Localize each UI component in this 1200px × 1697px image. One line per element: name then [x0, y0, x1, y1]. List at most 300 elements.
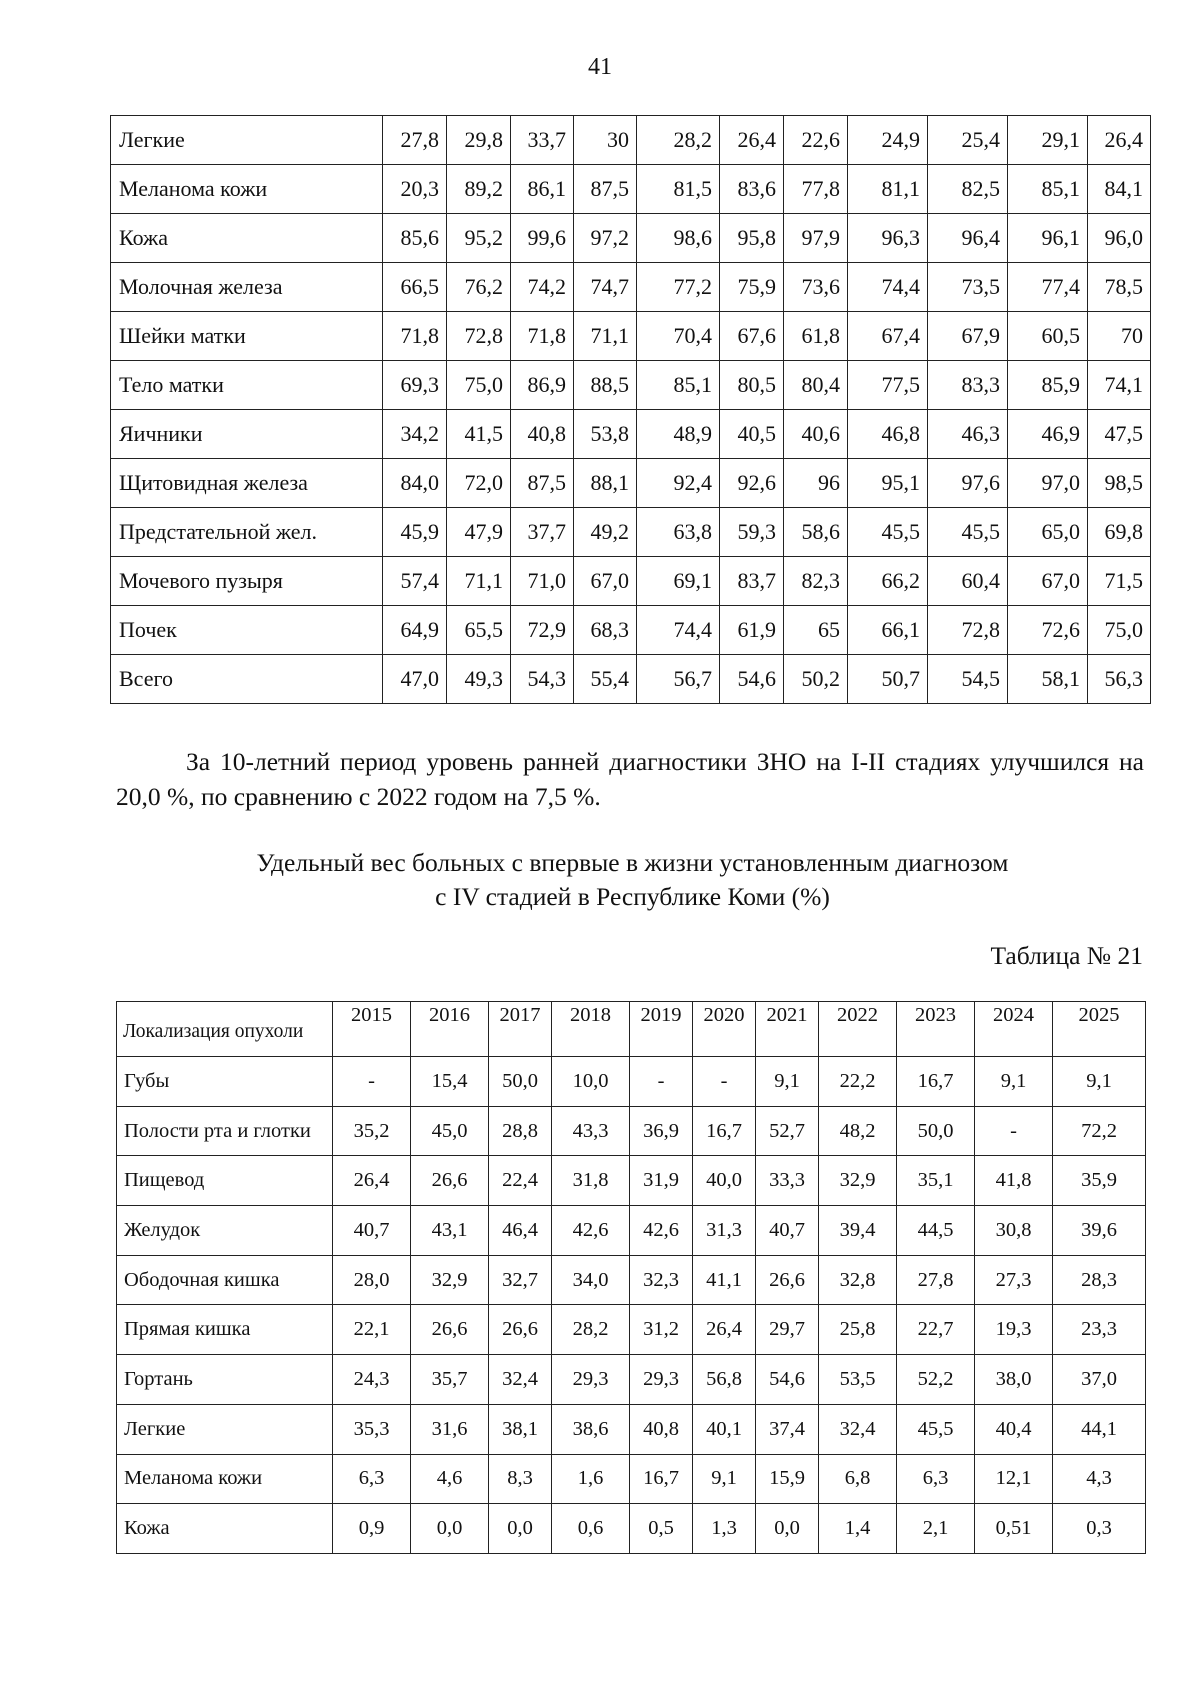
table-cell: 0,51 [975, 1504, 1053, 1554]
table-cell: 0,9 [333, 1504, 411, 1554]
table-cell: 54,5 [928, 655, 1008, 704]
table-cell: 52,2 [897, 1355, 975, 1405]
table-cell: 16,7 [897, 1057, 975, 1107]
table-cell: 9,1 [975, 1057, 1053, 1107]
table-21-header-row [117, 1002, 1146, 1057]
table-row [117, 1504, 1146, 1554]
table-cell: 0,5 [630, 1504, 693, 1554]
table-cell: 26,6 [756, 1255, 819, 1305]
table-cell: 4,3 [1053, 1454, 1146, 1504]
table-cell: 53,8 [574, 410, 637, 459]
table-cell: 74,2 [511, 263, 574, 312]
row-label: Меланома кожи [111, 165, 383, 214]
row-label: Пищевод [117, 1156, 333, 1206]
table-cell: 66,2 [848, 557, 928, 606]
year-header: 2015 [333, 1002, 411, 1057]
table-cell: 92,4 [637, 459, 720, 508]
table-cell: 29,8 [447, 116, 511, 165]
table-cell: 0,0 [756, 1504, 819, 1554]
table-cell: 40,1 [693, 1404, 756, 1454]
table-cell: 67,0 [1008, 557, 1088, 606]
table-cell: 81,1 [848, 165, 928, 214]
table-row [111, 312, 1151, 361]
table-row [117, 1057, 1146, 1107]
table-cell: 39,6 [1053, 1206, 1146, 1256]
table-cell: 56,8 [693, 1355, 756, 1405]
table-cell: 77,8 [784, 165, 848, 214]
table-cell: 84,1 [1088, 165, 1151, 214]
table-cell: 32,8 [819, 1255, 897, 1305]
table-row [117, 1454, 1146, 1504]
table-row [117, 1255, 1146, 1305]
table-cell: 40,0 [693, 1156, 756, 1206]
table-cell: 92,6 [720, 459, 784, 508]
table-cell: 6,3 [897, 1454, 975, 1504]
table-cell: 71,1 [447, 557, 511, 606]
table-cell: 26,6 [411, 1305, 489, 1355]
table-cell: 73,5 [928, 263, 1008, 312]
table-cell: 50,0 [489, 1057, 552, 1107]
table-cell: 0,0 [489, 1504, 552, 1554]
table-cell: 1,3 [693, 1504, 756, 1554]
table-cell: 95,8 [720, 214, 784, 263]
table-cell: 77,2 [637, 263, 720, 312]
table-cell: 48,2 [819, 1106, 897, 1156]
table-cell: 95,1 [848, 459, 928, 508]
row-label: Шейки матки [111, 312, 383, 361]
table-cell: 97,2 [574, 214, 637, 263]
table-cell: 26,6 [411, 1156, 489, 1206]
table-cell: 97,6 [928, 459, 1008, 508]
table-cell: 22,1 [333, 1305, 411, 1355]
table-cell: 77,4 [1008, 263, 1088, 312]
table-top-body [111, 116, 1151, 704]
table-cell: 38,1 [489, 1404, 552, 1454]
table-cell: 26,6 [489, 1305, 552, 1355]
table-row [111, 263, 1151, 312]
table-cell: 40,7 [756, 1206, 819, 1256]
table-number-label: Таблица № 21 [990, 941, 1143, 970]
table-row [117, 1355, 1146, 1405]
table-cell: 55,4 [574, 655, 637, 704]
table-cell: 57,4 [383, 557, 447, 606]
table-cell: 72,0 [447, 459, 511, 508]
table-cell: 32,3 [630, 1255, 693, 1305]
table-cell: 54,6 [720, 655, 784, 704]
row-label: Щитовидная железа [111, 459, 383, 508]
table-cell: 63,8 [637, 508, 720, 557]
table-cell: 50,7 [848, 655, 928, 704]
table-cell: 96,1 [1008, 214, 1088, 263]
table-cell: 22,4 [489, 1156, 552, 1206]
table-cell: 26,4 [333, 1156, 411, 1206]
table-cell: 72,9 [511, 606, 574, 655]
table-cell: 70 [1088, 312, 1151, 361]
table-cell: 45,9 [383, 508, 447, 557]
row-label: Кожа [117, 1504, 333, 1554]
table-heading [0, 846, 1200, 914]
table-cell: 38,0 [975, 1355, 1053, 1405]
table-cell: 6,8 [819, 1454, 897, 1504]
table-cell: 24,9 [848, 116, 928, 165]
table-cell: 31,3 [693, 1206, 756, 1256]
table-cell: 31,6 [411, 1404, 489, 1454]
table-cell: 75,0 [1088, 606, 1151, 655]
table-row [117, 1106, 1146, 1156]
year-header: 2021 [756, 1002, 819, 1057]
row-label: Легкие [111, 116, 383, 165]
table-21 [116, 1001, 1146, 1554]
table-cell: 15,4 [411, 1057, 489, 1107]
row-label: Кожа [111, 214, 383, 263]
table-cell: 35,1 [897, 1156, 975, 1206]
table-cell: 72,6 [1008, 606, 1088, 655]
table-cell: 82,5 [928, 165, 1008, 214]
table-cell: 10,0 [552, 1057, 630, 1107]
row-label: Молочная железа [111, 263, 383, 312]
table-cell: 0,3 [1053, 1504, 1146, 1554]
table-row [117, 1156, 1146, 1206]
year-header: 2022 [819, 1002, 897, 1057]
table-cell: 8,3 [489, 1454, 552, 1504]
table-cell: 12,1 [975, 1454, 1053, 1504]
table-cell: 32,9 [819, 1156, 897, 1206]
table-cell: 27,8 [383, 116, 447, 165]
table-cell: 80,5 [720, 361, 784, 410]
table-cell: 33,7 [511, 116, 574, 165]
table-cell: 22,6 [784, 116, 848, 165]
table-cell: 4,6 [411, 1454, 489, 1504]
row-label: Мочевого пузыря [111, 557, 383, 606]
heading-line-2: с IV стадией в Республике Коми (%) [435, 882, 830, 911]
row-label: Предстательной жел. [111, 508, 383, 557]
table-cell: 65,0 [1008, 508, 1088, 557]
table-cell: 34,0 [552, 1255, 630, 1305]
table-cell: 71,5 [1088, 557, 1151, 606]
table-cell: 73,6 [784, 263, 848, 312]
table-cell: 1,4 [819, 1504, 897, 1554]
table-cell: 30 [574, 116, 637, 165]
table-row [117, 1305, 1146, 1355]
table-cell: 32,4 [489, 1355, 552, 1405]
table-cell: 26,4 [720, 116, 784, 165]
table-cell: 96,0 [1088, 214, 1151, 263]
table-cell: 83,3 [928, 361, 1008, 410]
table-cell: 28,3 [1053, 1255, 1146, 1305]
row-label: Почек [111, 606, 383, 655]
table-cell: 95,2 [447, 214, 511, 263]
table-cell: 86,9 [511, 361, 574, 410]
table-cell: 84,0 [383, 459, 447, 508]
table-cell: 47,0 [383, 655, 447, 704]
table-cell: 41,5 [447, 410, 511, 459]
table-cell: 74,1 [1088, 361, 1151, 410]
summary-paragraph: За 10-летний период уровень ранней диагностики ЗНО на I-II стадиях улучшился на 20,0 %, по сравнению с 2022 годом на 7,5 %. [116, 747, 1144, 811]
table-cell: 53,5 [819, 1355, 897, 1405]
table-cell: 42,6 [552, 1206, 630, 1256]
table-cell: 97,0 [1008, 459, 1088, 508]
table-cell: 65,5 [447, 606, 511, 655]
table-cell: 89,2 [447, 165, 511, 214]
year-header: 2017 [489, 1002, 552, 1057]
table-cell: 98,5 [1088, 459, 1151, 508]
table-cell: 96,4 [928, 214, 1008, 263]
table-cell: 85,6 [383, 214, 447, 263]
table-cell: 23,3 [1053, 1305, 1146, 1355]
table-cell: 37,4 [756, 1404, 819, 1454]
table-cell: 78,5 [1088, 263, 1151, 312]
table-cell: 34,2 [383, 410, 447, 459]
table-cell: 27,8 [897, 1255, 975, 1305]
table-cell: 46,3 [928, 410, 1008, 459]
table-cell: 58,6 [784, 508, 848, 557]
table-cell: 86,1 [511, 165, 574, 214]
table-cell: 49,3 [447, 655, 511, 704]
table-cell: 24,3 [333, 1355, 411, 1405]
table-row [111, 410, 1151, 459]
table-cell: 33,3 [756, 1156, 819, 1206]
table-cell: 38,6 [552, 1404, 630, 1454]
table-cell: 32,4 [819, 1404, 897, 1454]
table-cell: 71,0 [511, 557, 574, 606]
table-cell: 99,6 [511, 214, 574, 263]
table-cell: 32,7 [489, 1255, 552, 1305]
table-cell: 46,4 [489, 1206, 552, 1256]
row-label: Яичники [111, 410, 383, 459]
table-cell: 54,6 [756, 1355, 819, 1405]
table-cell: 48,9 [637, 410, 720, 459]
table-row [111, 557, 1151, 606]
table-cell: 69,3 [383, 361, 447, 410]
table-row [111, 606, 1151, 655]
table-cell: 29,1 [1008, 116, 1088, 165]
table-cell: 98,6 [637, 214, 720, 263]
table-cell: 60,4 [928, 557, 1008, 606]
table-cell: 39,4 [819, 1206, 897, 1256]
table-21-body [117, 1002, 1146, 1554]
table-cell: 88,1 [574, 459, 637, 508]
table-cell: 25,8 [819, 1305, 897, 1355]
table-cell: 40,5 [720, 410, 784, 459]
row-label: Всего [111, 655, 383, 704]
table-cell: 29,3 [630, 1355, 693, 1405]
table-cell: 65 [784, 606, 848, 655]
table-cell: 58,1 [1008, 655, 1088, 704]
table-cell: 9,1 [1053, 1057, 1146, 1107]
row-label: Меланома кожи [117, 1454, 333, 1504]
table-cell: 97,9 [784, 214, 848, 263]
table-cell: 50,2 [784, 655, 848, 704]
table-cell: - [975, 1106, 1053, 1156]
row-label: Тело матки [111, 361, 383, 410]
table-cell: 72,8 [447, 312, 511, 361]
table-cell: 67,4 [848, 312, 928, 361]
year-header: 2020 [693, 1002, 756, 1057]
table-cell: 59,3 [720, 508, 784, 557]
table-cell: 41,1 [693, 1255, 756, 1305]
table-cell: 71,8 [383, 312, 447, 361]
table-row [117, 1404, 1146, 1454]
table-cell: 40,8 [630, 1404, 693, 1454]
table-cell: 35,2 [333, 1106, 411, 1156]
table-row [111, 508, 1151, 557]
table-cell: 9,1 [756, 1057, 819, 1107]
year-header: 2016 [411, 1002, 489, 1057]
table-cell: 1,6 [552, 1454, 630, 1504]
table-cell: 28,8 [489, 1106, 552, 1156]
table-cell: 16,7 [630, 1454, 693, 1504]
table-cell: 31,9 [630, 1156, 693, 1206]
row-label: Желудок [117, 1206, 333, 1256]
table-cell: 64,9 [383, 606, 447, 655]
table-cell: 56,3 [1088, 655, 1151, 704]
table-cell: 75,0 [447, 361, 511, 410]
table-cell: 29,7 [756, 1305, 819, 1355]
table-cell: 20,3 [383, 165, 447, 214]
table-cell: 66,1 [848, 606, 928, 655]
row-label: Полости рта и глотки [117, 1106, 333, 1156]
table-cell: 87,5 [574, 165, 637, 214]
table-cell: 0,0 [411, 1504, 489, 1554]
table-cell: 69,1 [637, 557, 720, 606]
table-cell: 85,9 [1008, 361, 1088, 410]
table-cell: 27,3 [975, 1255, 1053, 1305]
table-cell: 25,4 [928, 116, 1008, 165]
table-row [111, 116, 1151, 165]
table-cell: 40,4 [975, 1404, 1053, 1454]
table-cell: 40,6 [784, 410, 848, 459]
table-cell: 60,5 [1008, 312, 1088, 361]
table-cell: 30,8 [975, 1206, 1053, 1256]
table-cell: 66,5 [383, 263, 447, 312]
table-cell: 83,7 [720, 557, 784, 606]
table-cell: 85,1 [1008, 165, 1088, 214]
row-label: Легкие [117, 1404, 333, 1454]
table-cell: 87,5 [511, 459, 574, 508]
table-cell: - [333, 1057, 411, 1107]
table-cell: 96,3 [848, 214, 928, 263]
table-cell: 72,8 [928, 606, 1008, 655]
table-top-continuation [110, 115, 1151, 704]
table-cell: 47,5 [1088, 410, 1151, 459]
table-cell: 35,3 [333, 1404, 411, 1454]
table-cell: 81,5 [637, 165, 720, 214]
table-cell: 46,8 [848, 410, 928, 459]
table-cell: 15,9 [756, 1454, 819, 1504]
table-cell: 71,8 [511, 312, 574, 361]
table-cell: 28,2 [552, 1305, 630, 1355]
table-cell: 52,7 [756, 1106, 819, 1156]
table-cell: 61,9 [720, 606, 784, 655]
table-cell: 35,9 [1053, 1156, 1146, 1206]
table-cell: 45,0 [411, 1106, 489, 1156]
table-cell: 28,0 [333, 1255, 411, 1305]
table-cell: 69,8 [1088, 508, 1151, 557]
table-cell: 47,9 [447, 508, 511, 557]
table-cell: 45,5 [928, 508, 1008, 557]
page-number: 41 [588, 54, 612, 80]
table-cell: 50,0 [897, 1106, 975, 1156]
table-cell: 96 [784, 459, 848, 508]
table-cell: 76,2 [447, 263, 511, 312]
table-cell: 72,2 [1053, 1106, 1146, 1156]
table-row [117, 1206, 1146, 1256]
table-cell: 61,8 [784, 312, 848, 361]
table-cell: - [630, 1057, 693, 1107]
row-label: Губы [117, 1057, 333, 1107]
year-header: 2019 [630, 1002, 693, 1057]
table-cell: 40,7 [333, 1206, 411, 1256]
table-cell: 19,3 [975, 1305, 1053, 1355]
year-header: 2018 [552, 1002, 630, 1057]
table-cell: 85,1 [637, 361, 720, 410]
table-cell: 36,9 [630, 1106, 693, 1156]
table-cell: 56,7 [637, 655, 720, 704]
table-cell: 82,3 [784, 557, 848, 606]
year-header: 2023 [897, 1002, 975, 1057]
row-label: Прямая кишка [117, 1305, 333, 1355]
header-localization: Локализация опухоли [117, 1002, 333, 1057]
table-cell: 26,4 [1088, 116, 1151, 165]
table-row [111, 459, 1151, 508]
table-cell: 67,0 [574, 557, 637, 606]
table-row [111, 165, 1151, 214]
table-cell: 28,2 [637, 116, 720, 165]
table-cell: 42,6 [630, 1206, 693, 1256]
table-cell: 74,4 [637, 606, 720, 655]
heading-line-1: Удельный вес больных с впервые в жизни установленным диагнозом [256, 848, 1009, 877]
table-cell: 35,7 [411, 1355, 489, 1405]
table-cell: 45,5 [848, 508, 928, 557]
year-header: 2025 [1053, 1002, 1146, 1057]
table-cell: 68,3 [574, 606, 637, 655]
table-cell: 80,4 [784, 361, 848, 410]
table-cell: 54,3 [511, 655, 574, 704]
table-cell: 70,4 [637, 312, 720, 361]
table-cell: 22,2 [819, 1057, 897, 1107]
table-cell: 67,9 [928, 312, 1008, 361]
table-cell: 9,1 [693, 1454, 756, 1504]
table-cell: 31,8 [552, 1156, 630, 1206]
table-cell: 31,2 [630, 1305, 693, 1355]
table-cell: - [693, 1057, 756, 1107]
table-cell: 22,7 [897, 1305, 975, 1355]
table-cell: 74,4 [848, 263, 928, 312]
table-cell: 77,5 [848, 361, 928, 410]
table-cell: 49,2 [574, 508, 637, 557]
table-cell: 43,3 [552, 1106, 630, 1156]
table-cell: 67,6 [720, 312, 784, 361]
table-cell: 41,8 [975, 1156, 1053, 1206]
table-row [111, 361, 1151, 410]
table-cell: 44,5 [897, 1206, 975, 1256]
table-cell: 40,8 [511, 410, 574, 459]
table-cell: 32,9 [411, 1255, 489, 1305]
table-cell: 16,7 [693, 1106, 756, 1156]
table-cell: 26,4 [693, 1305, 756, 1355]
table-cell: 75,9 [720, 263, 784, 312]
table-cell: 37,0 [1053, 1355, 1146, 1405]
table-cell: 37,7 [511, 508, 574, 557]
table-cell: 74,7 [574, 263, 637, 312]
table-row [111, 655, 1151, 704]
table-cell: 83,6 [720, 165, 784, 214]
table-cell: 0,6 [552, 1504, 630, 1554]
table-cell: 6,3 [333, 1454, 411, 1504]
year-header: 2024 [975, 1002, 1053, 1057]
table-cell: 43,1 [411, 1206, 489, 1256]
table-cell: 71,1 [574, 312, 637, 361]
